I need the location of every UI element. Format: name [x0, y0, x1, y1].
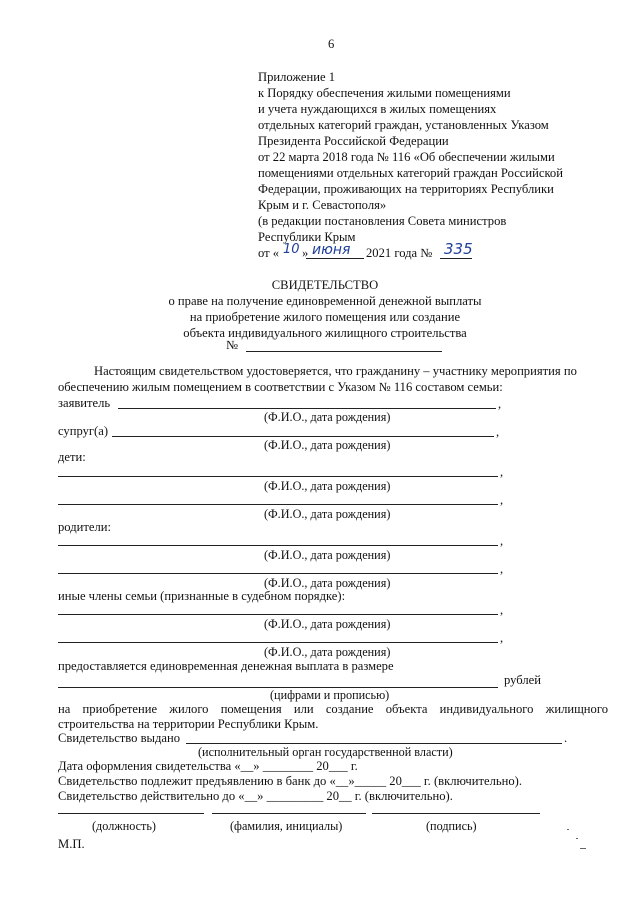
- child-caption-1: (Ф.И.О., дата рождения): [264, 479, 391, 493]
- handwritten-day: 10: [283, 242, 300, 257]
- handwritten-month: июня: [312, 242, 351, 258]
- issued-end: .: [564, 731, 568, 745]
- intro-line-2: обеспечению жилым помещением в соответствии с Указом № 116 составом семьи:: [58, 380, 503, 394]
- signature-field[interactable]: [372, 813, 540, 814]
- parent-caption-2: (Ф.И.О., дата рождения): [264, 576, 391, 590]
- position-field[interactable]: [58, 813, 204, 814]
- appendix-line: Федерации, проживающих на территориях Республики: [258, 182, 554, 196]
- appendix-date-mid: »: [302, 246, 309, 260]
- other-field-2[interactable]: [58, 642, 498, 643]
- applicant-field[interactable]: [118, 408, 496, 409]
- applicant-caption: (Ф.И.О., дата рождения): [264, 410, 391, 424]
- child-caption-2: (Ф.И.О., дата рождения): [264, 507, 391, 521]
- appendix-block: [258, 70, 628, 270]
- title-line-3: объекта индивидуального жилищного строительства: [183, 326, 467, 340]
- scan-speck: [580, 848, 586, 849]
- appendix-line: помещениями отдельных категорий граждан Российской: [258, 166, 563, 180]
- valid-until: Свидетельство действительно до «__» _________ 20__ г. (включительно).: [58, 789, 453, 803]
- date-month-underline: [306, 258, 364, 259]
- payment-intro: предоставляется единовременная денежная выплата в размере: [58, 659, 394, 673]
- appendix-line: (в редакции постановления Совета министров: [258, 214, 507, 228]
- intro-line-1: Настоящим свидетельством удостоверяется, что гражданину – участнику мероприятия по: [94, 364, 577, 378]
- certificate-number-line[interactable]: [246, 351, 442, 352]
- child-field-1[interactable]: [58, 476, 498, 477]
- parent-field-2[interactable]: [58, 573, 498, 574]
- payment-purpose-line-1: на приобретение жилого помещения или создание объекта индивидуального жилищного: [58, 702, 608, 716]
- position-caption: (должность): [92, 819, 156, 833]
- page-number: 6: [328, 37, 335, 51]
- comma: ,: [500, 534, 504, 548]
- issued-caption: (исполнительный орган государственной власти): [198, 745, 453, 759]
- applicant-label: заявитель: [58, 396, 111, 410]
- sign-caption: (подпись): [426, 819, 477, 833]
- document-title: СВИДЕТЕЛЬСТВО: [271, 278, 379, 292]
- appendix-date-prefix: от «: [258, 246, 280, 260]
- comma: ,: [496, 425, 500, 439]
- appendix-line: Президента Российской Федерации: [258, 134, 449, 148]
- scan-speck: [576, 838, 578, 839]
- title-line-2: на приобретение жилого помещения или создание: [189, 310, 461, 324]
- comma: ,: [500, 631, 504, 645]
- appendix-line: Республики Крым: [258, 230, 356, 244]
- name-caption: (фамилия, инициалы): [230, 819, 343, 833]
- appendix-line: Крым и г. Севастополя»: [258, 198, 387, 212]
- spouse-caption: (Ф.И.О., дата рождения): [264, 438, 391, 452]
- others-label: иные члены семьи (признанные в судебном порядке):: [58, 589, 346, 603]
- appendix-line: к Порядку обеспечения жилыми помещениями: [258, 86, 511, 100]
- other-caption-2: (Ф.И.О., дата рождения): [264, 645, 391, 659]
- other-caption-1: (Ф.И.О., дата рождения): [264, 617, 391, 631]
- name-field[interactable]: [212, 813, 366, 814]
- payment-caption: (цифрами и прописью): [270, 688, 390, 702]
- appendix-line: Приложение 1: [258, 70, 336, 84]
- date-number-underline: [440, 258, 472, 259]
- comma: ,: [498, 397, 502, 411]
- appendix-date-year: 2021 года №: [366, 246, 433, 260]
- comma: ,: [500, 493, 504, 507]
- title-line-1: о праве на получение единовременной денежной выплаты: [168, 294, 482, 308]
- spouse-label: супруг(а): [58, 424, 109, 438]
- parents-label: родители:: [58, 520, 111, 534]
- children-label: дети:: [58, 450, 86, 464]
- appendix-line: от 22 марта 2018 года № 116 «Об обеспечении жилыми: [258, 150, 555, 164]
- appendix-line: отдельных категорий граждан, установленных Указом: [258, 118, 549, 132]
- scan-speck: [567, 829, 569, 830]
- comma: ,: [500, 603, 504, 617]
- payment-currency: рублей: [504, 673, 541, 687]
- parent-caption-1: (Ф.И.О., дата рождения): [264, 548, 391, 562]
- issued-label: Свидетельство выдано: [58, 731, 181, 745]
- handwritten-number: 335: [444, 240, 473, 258]
- child-field-2[interactable]: [58, 504, 498, 505]
- present-until: Свидетельство подлежит предъявлению в банк до «__»_____ 20___ г. (включительно).: [58, 774, 523, 788]
- issue-date: Дата оформления свидетельства «__» ________ 20___ г.: [58, 759, 358, 773]
- stamp-place: М.П.: [58, 837, 85, 851]
- payment-purpose-line-2: строительства на территории Республики Крым.: [58, 717, 319, 731]
- spouse-field[interactable]: [112, 436, 494, 437]
- parent-field-1[interactable]: [58, 545, 498, 546]
- appendix-line: и учета нуждающихся в жилых помещениях: [258, 102, 497, 116]
- other-field-1[interactable]: [58, 614, 498, 615]
- certificate-number-label: №: [226, 338, 239, 352]
- comma: ,: [500, 465, 504, 479]
- issued-authority-field[interactable]: [186, 743, 562, 744]
- comma: ,: [500, 562, 504, 576]
